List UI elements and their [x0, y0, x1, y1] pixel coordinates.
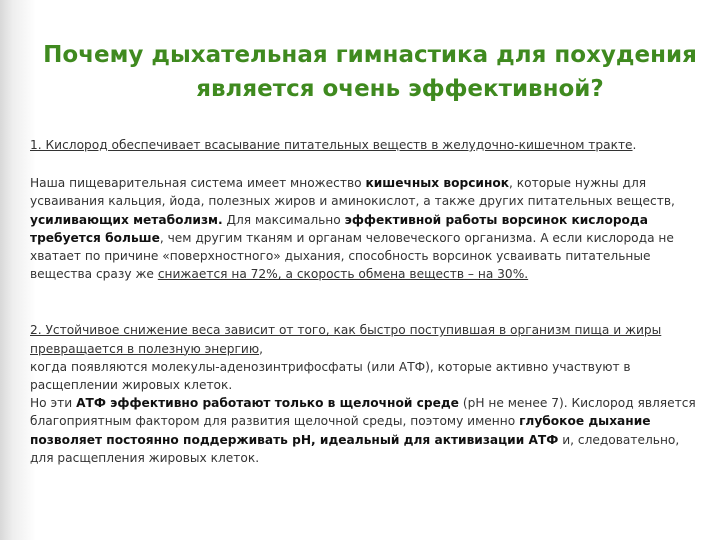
section1-heading-text: 1. Кислород обеспечивает всасывание питательных веществ в желудочно-кишечном тракте — [30, 138, 633, 152]
text-run: и, следовательно, для расщепления жировых клеток. — [30, 432, 680, 465]
spacer — [30, 283, 702, 321]
title-line-1: Почему дыхательная гимнастика для похудения — [43, 42, 697, 68]
spacer — [30, 154, 702, 174]
section1-heading-end: . — [632, 138, 637, 152]
bold-run: кишечных ворсинок — [365, 176, 510, 191]
section2-line: когда появляются молекулы-аденозинтрифосфаты (или АТФ), которые активно участвуют в расщеплении жировых клеток. — [30, 359, 631, 393]
text-run: Наша пищеварительная система имеет множество — [30, 176, 366, 191]
bold-run: усиливающих метаболизм. — [30, 212, 223, 227]
title-line-2: является очень эффективной? — [196, 76, 604, 102]
section2-heading-end: , — [259, 341, 263, 356]
section1-heading — [30, 136, 702, 154]
section2-heading-text: 2. Устойчивое снижение веса зависит от того, как быстро поступившая в организм пища и жиры превращается в полезную энергию — [30, 323, 662, 356]
section1-paragraph — [30, 174, 702, 283]
underlined-run: снижается на 72%, а скорость обмена веществ – на 30%. — [157, 267, 529, 282]
text-run: , которые нужны для усваивания кальция, йода, полезных жиров и аминокислот, а также других питательных веществ, — [30, 176, 675, 209]
section2-heading — [30, 321, 702, 357]
page-title — [40, 38, 700, 106]
text-run: , чем другим тканям и органам человеческого организма. А если кислорода не хватает по причине «поверхностного» дыхания, способность ворсинок усваивать питательные вещества сразу же — [30, 230, 674, 282]
text-run: Но эти — [30, 396, 77, 411]
bold-run: эффективной работы ворсинок кислорода требуется больше — [30, 212, 648, 245]
text-run: (рН не менее 7). Кислород является благоприятным фактором для развития щелочной среды, поэтому именно — [30, 396, 696, 429]
text-run: Для максимально — [222, 212, 345, 227]
content-body — [30, 136, 702, 467]
bold-run: глубокое дыхание позволяет постоянно поддерживать рН, идеальный для активизации АТФ — [30, 414, 651, 447]
bold-run: АТФ эффективно работают только в щелочной среде — [76, 396, 459, 411]
section2-paragraph — [30, 394, 702, 467]
